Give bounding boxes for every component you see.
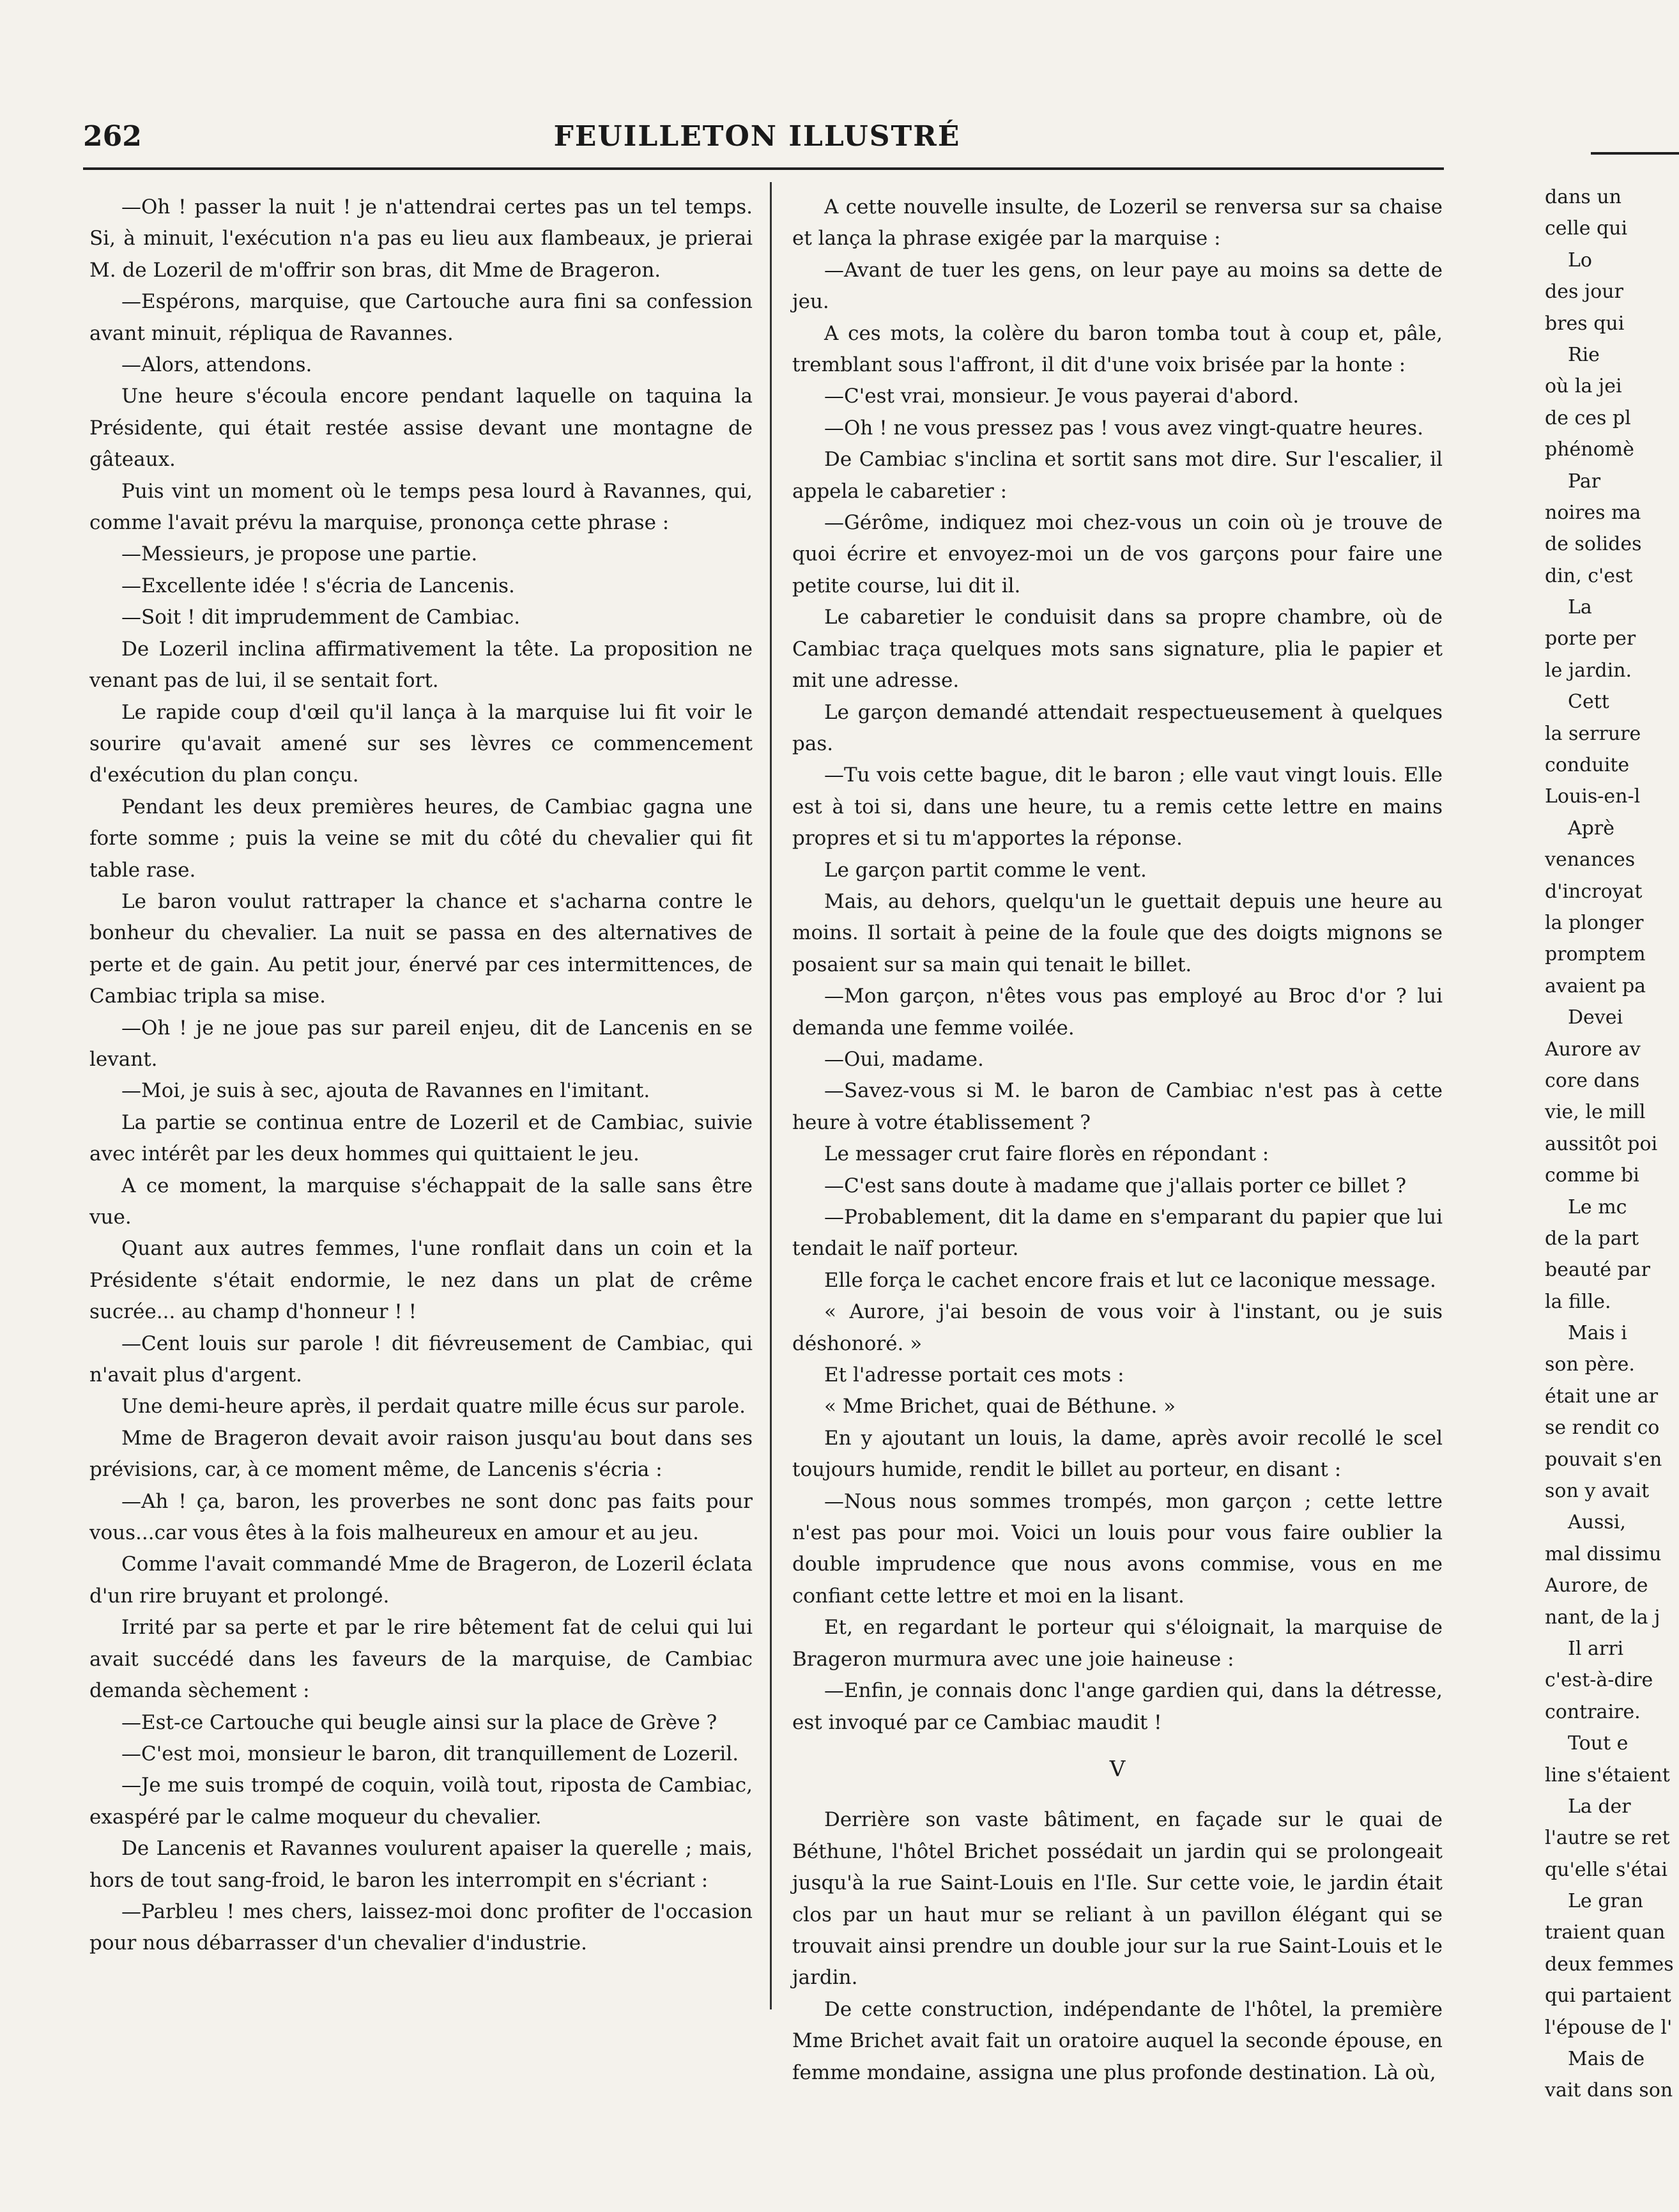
fragment-line: Tout e bbox=[1568, 1732, 1629, 1755]
column-divider bbox=[770, 182, 772, 2009]
fragment-line: venances bbox=[1545, 849, 1636, 872]
fragment-line: La bbox=[1568, 596, 1592, 619]
fragment-line: Mais de bbox=[1568, 2048, 1645, 2071]
paragraph: Le rapide coup d'œil qu'il lança à la marquise lui fit voir le sourire qu'avait amené sur ses lèvres ce commencement d'exécution du plan conçu. bbox=[89, 700, 753, 787]
paragraph: —C'est sans doute à madame que j'allais porter ce billet ? bbox=[824, 1174, 1407, 1197]
fragment-line: Il arri bbox=[1568, 1637, 1624, 1660]
fragment-line: c'est-à-dire bbox=[1545, 1669, 1653, 1692]
fragment-line: Aprè bbox=[1568, 817, 1614, 840]
fragment-line: des jour bbox=[1545, 280, 1623, 303]
fragment-line: dans un bbox=[1545, 186, 1621, 208]
fragment-line: promptem bbox=[1545, 943, 1646, 966]
fragment-line: l'épouse de l' bbox=[1545, 2016, 1673, 2039]
header-rule bbox=[83, 167, 1444, 170]
paragraph: Une heure s'écoula encore pendant laquelle on taquina la Présidente, qui était restée assise devant une montagne de gâteaux. bbox=[89, 385, 753, 472]
paragraph: Derrière son vaste bâtiment, en façade sur le quai de Béthune, l'hôtel Brichet possédait un jardin qui se prolongeait jusqu'à la rue Saint-Louis en l'Ile. Sur cette voie, le jardin était clos par un haut mur se reliant à un pavillon élégant qui se trouvait ainsi prendre un double jour sur la rue Saint-Louis et le jardin. bbox=[792, 1808, 1443, 1990]
fragment-line: était une ar bbox=[1545, 1385, 1659, 1408]
fragment-line: Lo bbox=[1568, 249, 1592, 272]
fragment-line: Cett bbox=[1568, 691, 1609, 714]
fragment-line: noires ma bbox=[1545, 501, 1641, 524]
paragraph: —Soit ! dit imprudemment de Cambiac. bbox=[121, 606, 521, 629]
fragment-line: le jardin. bbox=[1545, 659, 1632, 682]
paragraph: —Excellente idée ! s'écria de Lancenis. bbox=[121, 574, 515, 597]
fragment-line: celle qui bbox=[1545, 217, 1628, 240]
fragment-line: La der bbox=[1568, 1795, 1631, 1818]
paragraph: « Aurore, j'ai besoin de vous voir à l'instant, ou je suis déshonoré. » bbox=[792, 1300, 1443, 1355]
fragment-line: son y avait bbox=[1545, 1480, 1650, 1503]
fragment-line: Rie bbox=[1568, 343, 1600, 366]
paragraph: —Nous nous sommes trompés, mon garçon ; cette lettre n'est pas pour moi. Voici un louis pour vous faire oublier la double imprudence que nous avons commise, vous en me confiant cette lettre et moi en la lisant. bbox=[792, 1489, 1443, 1608]
paragraph: A ces mots, la colère du baron tomba tout à coup et, pâle, tremblant sous l'affront, il dit d'une voix brisée par la honte : bbox=[792, 321, 1443, 377]
adjacent-page-fragment bbox=[1545, 181, 1679, 2107]
paragraph: —Alors, attendons. bbox=[121, 353, 312, 377]
fragment-line: la serrure bbox=[1545, 722, 1641, 745]
paragraph: A ce moment, la marquise s'échappait de la salle sans être vue. bbox=[89, 1174, 753, 1229]
paragraph: Mme de Brageron devait avoir raison jusqu'au bout dans ses prévisions, car, à ce moment même, de Lancenis s'écria : bbox=[89, 1426, 753, 1482]
fragment-line: de solides bbox=[1545, 533, 1642, 556]
paragraph: La partie se continua entre de Lozeril et de Cambiac, suivie avec intérêt par les deux hommes qui quittaient le jeu. bbox=[89, 1110, 753, 1166]
paragraph: Quant aux autres femmes, l'une ronflait dans un coin et la Présidente s'était endormie, le nez dans un plat de crême sucrée... au champ d'honneur ! ! bbox=[89, 1237, 753, 1324]
paragraph: Pendant les deux premières heures, de Cambiac gagna une forte somme ; puis la veine se mit du côté du chevalier qui fit table rase. bbox=[89, 795, 753, 882]
fragment-line: qui partaient bbox=[1545, 1985, 1671, 2008]
page-header bbox=[83, 120, 1431, 165]
fragment-line: core dans bbox=[1545, 1069, 1640, 1092]
fragment-line: qu'elle s'étai bbox=[1545, 1858, 1667, 1881]
paragraph: —Est-ce Cartouche qui beugle ainsi sur la place de Grève ? bbox=[121, 1710, 717, 1734]
fragment-line: Aussi, bbox=[1568, 1511, 1626, 1534]
paragraph: —Oh ! passer la nuit ! je n'attendrai certes pas un tel temps. Si, à minuit, l'exécution n'a pas eu lieu aux flambeaux, je prierai M. de Lozeril de m'offrir son bras, dit Mme de Brageron. bbox=[89, 196, 753, 282]
paragraph: —C'est moi, monsieur le baron, dit tranquillement de Lozeril. bbox=[121, 1742, 739, 1765]
fragment-line: de la part bbox=[1545, 1227, 1639, 1250]
paragraph: Et, en regardant le porteur qui s'éloignait, la marquise de Brageron murmura avec une joie haineuse : bbox=[792, 1616, 1443, 1671]
paragraph: En y ajoutant un louis, la dame, après avoir recollé le scel toujours humide, rendit le billet au porteur, en disant : bbox=[792, 1426, 1443, 1482]
fragment-line: d'incroyat bbox=[1545, 880, 1643, 903]
fragment-line: où la jei bbox=[1545, 375, 1622, 398]
paragraph: Le baron voulut rattraper la chance et s'acharna contre le bonheur du chevalier. La nuit se passa en des alternatives de perte et de gain. Au petit jour, énervé par ces intermittences, de Cambiac tripla sa mise. bbox=[89, 889, 753, 1008]
fragment-line: l'autre se ret bbox=[1545, 1827, 1670, 1850]
fragment-line: porte per bbox=[1545, 627, 1636, 650]
fragment-line: Le mc bbox=[1568, 1195, 1627, 1218]
paragraph: A cette nouvelle insulte, de Lozeril se renversa sur sa chaise et lança la phrase exigée par la marquise : bbox=[792, 196, 1443, 250]
paragraph: —Oh ! je ne joue pas sur pareil enjeu, dit de Lancenis en se levant. bbox=[89, 1016, 753, 1071]
page-number: 262 bbox=[83, 120, 142, 153]
fragment-line: avaient pa bbox=[1545, 974, 1646, 997]
fragment-line: phénomè bbox=[1545, 438, 1634, 461]
paragraph: —Je me suis trompé de coquin, voilà tout, riposta de Cambiac, exaspéré par le calme moqueur du chevalier. bbox=[89, 1774, 753, 1829]
fragment-line: son père. bbox=[1545, 1353, 1635, 1376]
paragraph: —Gérôme, indiquez moi chez-vous un coin où je trouve de quoi écrire et envoyez-moi un de vos garçons pour faire une petite course, lui dit il. bbox=[792, 511, 1443, 597]
fragment-line: nant, de la j bbox=[1545, 1606, 1660, 1629]
paragraph: —Probablement, dit la dame en s'emparant du papier que lui tendait le naïf porteur. bbox=[792, 1206, 1443, 1261]
fragment-line: comme bi bbox=[1545, 1164, 1639, 1187]
fragment-line: de ces pl bbox=[1545, 406, 1631, 429]
paragraph: Le cabaretier le conduisit dans sa propre chambre, où de Cambiac traça quelques mots sans signature, plia le papier et mit une adresse. bbox=[792, 606, 1443, 693]
paragraph: —Avant de tuer les gens, on leur paye au moins sa dette de jeu. bbox=[792, 258, 1443, 314]
paragraph: —Cent louis sur parole ! dit fiévreusement de Cambiac, qui n'avait plus d'argent. bbox=[89, 1332, 753, 1387]
fragment-line: bres qui bbox=[1545, 312, 1625, 335]
paragraph: —Savez-vous si M. le baron de Cambiac n'est pas à cette heure à votre établissement ? bbox=[792, 1079, 1443, 1134]
paragraph: De Lancenis et Ravannes voulurent apaiser la querelle ; mais, hors de tout sang-froid, le baron les interrompit en s'écriant : bbox=[89, 1837, 753, 1892]
fragment-line: Devei bbox=[1568, 1006, 1623, 1029]
section-heading: V bbox=[1109, 1756, 1126, 1782]
text-column-left bbox=[89, 192, 753, 1960]
fragment-line: deux femmes bbox=[1545, 1953, 1674, 1976]
fragment-line: la fille. bbox=[1545, 1290, 1611, 1313]
fragment-line: vait dans son bbox=[1545, 2079, 1673, 2102]
running-title: FEUILLETON ILLUSTRÉ bbox=[553, 120, 961, 153]
paragraph: Puis vint un moment où le temps pesa lourd à Ravannes, qui, comme l'avait prévu la marquise, prononça cette phrase : bbox=[89, 479, 753, 535]
fragment-line: conduite bbox=[1545, 754, 1630, 777]
fragment-line: din, c'est bbox=[1545, 564, 1633, 587]
fragment-line: Le gran bbox=[1568, 1890, 1643, 1913]
paragraph: Le messager crut faire florès en répondant : bbox=[824, 1142, 1269, 1166]
paragraph: Le garçon partit comme le vent. bbox=[824, 858, 1147, 882]
paragraph: Une demi-heure après, il perdait quatre mille écus sur parole. bbox=[121, 1395, 746, 1418]
fragment-line: Mais i bbox=[1568, 1322, 1627, 1345]
paragraph: —Mon garçon, n'êtes vous pas employé au Broc d'or ? lui demanda une femme voilée. bbox=[792, 985, 1443, 1040]
fragment-line: Aurore av bbox=[1545, 1038, 1641, 1061]
paragraph: —Oh ! ne vous pressez pas ! vous avez vingt-quatre heures. bbox=[824, 416, 1423, 440]
fragment-line: Louis-en-l bbox=[1545, 785, 1641, 808]
paragraph: De Cambiac s'inclina et sortit sans mot dire. Sur l'escalier, il appela le cabaretier : bbox=[792, 448, 1443, 503]
paragraph: —Parbleu ! mes chers, laissez-moi donc profiter de l'occasion pour nous débarrasser d'un chevalier d'industrie. bbox=[89, 1900, 753, 1955]
paragraph: —Oui, madame. bbox=[824, 1047, 984, 1071]
fragment-line: aussitôt poi bbox=[1545, 1132, 1658, 1155]
paragraph: —Ah ! ça, baron, les proverbes ne sont donc pas faits pour vous...car vous êtes à la fois malheureux en amour et au jeu. bbox=[89, 1489, 753, 1545]
fragment-line: vie, le mill bbox=[1545, 1101, 1646, 1124]
paragraph: Elle força le cachet encore frais et lut ce laconique message. bbox=[824, 1268, 1436, 1292]
text-column-right bbox=[792, 192, 1443, 2089]
fragment-line: pouvait s'en bbox=[1545, 1448, 1662, 1471]
paragraph: —Moi, je suis à sec, ajouta de Ravannes en l'imitant. bbox=[121, 1079, 650, 1103]
fragment-line: se rendit co bbox=[1545, 1417, 1660, 1440]
column-right-part-2 bbox=[792, 1804, 1443, 2089]
paragraph: —Espérons, marquise, que Cartouche aura fini sa confession avant minuit, répliqua de Ravannes. bbox=[89, 290, 753, 345]
fragment-line: Par bbox=[1568, 470, 1601, 493]
adjacent-page-rule bbox=[1591, 152, 1679, 155]
fragment-line: line s'étaient bbox=[1545, 1763, 1670, 1786]
paragraph: Irrité par sa perte et par le rire bêtement fat de celui qui lui avait succédé dans les faveurs de la marquise, de Cambiac demanda sèchement : bbox=[89, 1616, 753, 1703]
paragraph: Et l'adresse portait ces mots : bbox=[824, 1363, 1124, 1387]
paragraph: —C'est vrai, monsieur. Je vous payerai d'abord. bbox=[824, 385, 1300, 408]
fragment-line: beauté par bbox=[1545, 1259, 1650, 1282]
paragraph: Comme l'avait commandé Mme de Brageron, de Lozeril éclata d'un rire bruyant et prolongé. bbox=[89, 1553, 753, 1608]
paragraph: Le garçon demandé attendait respectueusement à quelques pas. bbox=[792, 700, 1443, 755]
paragraph: « Mme Brichet, quai de Béthune. » bbox=[824, 1395, 1176, 1418]
fragment-line: mal dissimu bbox=[1545, 1542, 1662, 1565]
fragment-line: Aurore, de bbox=[1545, 1574, 1648, 1597]
paragraph: Mais, au dehors, quelqu'un le guettait depuis une heure au moins. Il sortait à peine de la foule que des doigts mignons se posaient sur sa main qui tenait le billet. bbox=[792, 889, 1443, 976]
fragment-line: traient quan bbox=[1545, 1921, 1666, 1944]
paragraph: —Tu vois cette bague, dit le baron ; elle vaut vingt louis. Elle est à toi si, dans une heure, tu a remis cette lettre en mains propres et si tu m'apportes la réponse. bbox=[792, 764, 1443, 850]
fragment-line: la plonger bbox=[1545, 911, 1644, 934]
paragraph: —Enfin, je connais donc l'ange gardien qui, dans la détresse, est invoqué par ce Cambiac maudit ! bbox=[792, 1679, 1443, 1734]
column-right-part-1 bbox=[792, 192, 1443, 1739]
paragraph: De cette construction, indépendante de l'hôtel, la première Mme Brichet avait fait un oratoire auquel la seconde épouse, en femme mondaine, assigna une plus profonde destination. Là où, bbox=[792, 1997, 1443, 2084]
paragraph: De Lozeril inclina affirmativement la tête. La proposition ne venant pas de lui, il se sentait fort. bbox=[89, 637, 753, 693]
paragraph: —Messieurs, je propose une partie. bbox=[121, 542, 478, 566]
fragment-line: contraire. bbox=[1545, 1700, 1641, 1723]
